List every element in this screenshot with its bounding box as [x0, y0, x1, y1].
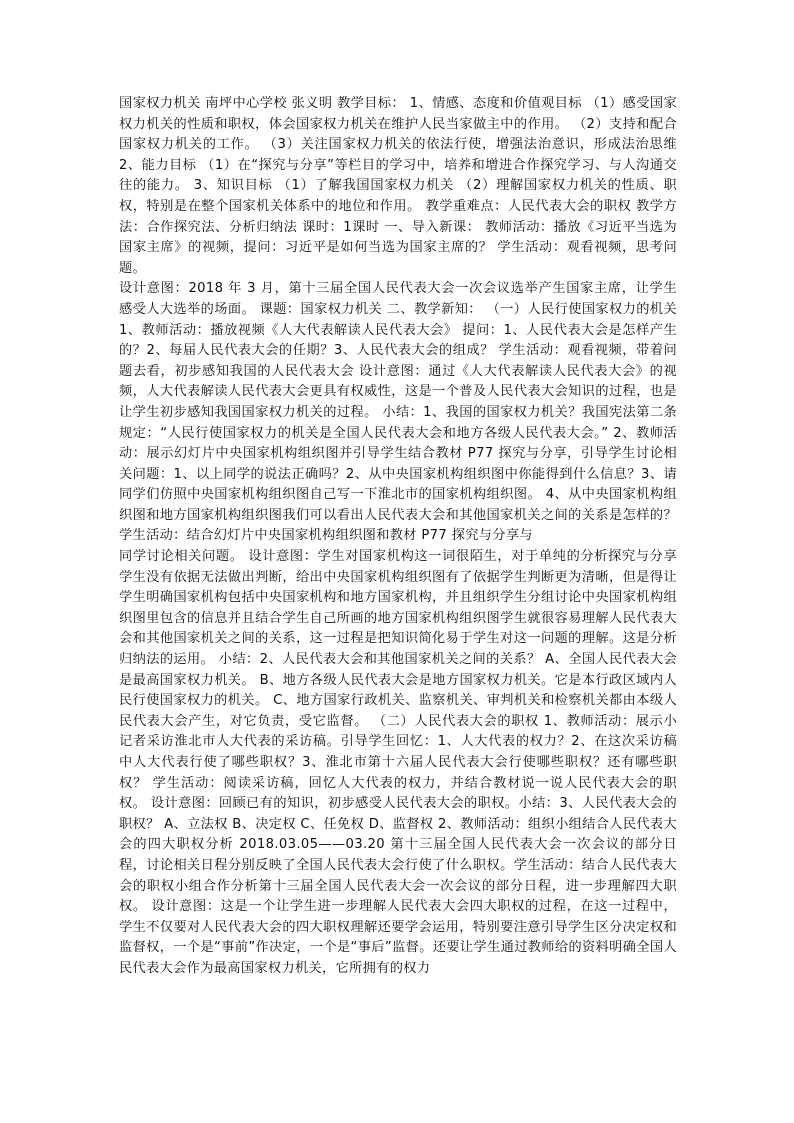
paragraph-discussion: 同学讨论相关问题。 设计意图：学生对国家机构这一词很陌生，对于单纯的分析探究与分享学生没有依据无法做出判断，给出中央国家机构组织图有了依据学生判断更为清晰，但是得让学生明确国家机构包括中央国家机构和地方国家机构，并且组织学生分组讨论中央国家机构组织图里包含的信息并且结合学生自己所画的地方国家机构组织图学生就很容易理解人民代表大会和其他国家机关之间的关系，这一过程是把知识简化易于学生对这一问题的理解。这是分析归纳法的运用。 小结：2、人民代表大会和其他国家机关之间的关系？ A、全国人民代表大会是最高国家权力机关。 B、地方各级人民代表大会是地方国家权力机关。它是本行政区域内人民行使国家权力的机关。 C、地方国家行政机关、监察机关、审判机关和检察机关都由本级人民代表大会产生，对它负责，受它监督。 （二）人民代表大会的职权 1、教师活动：展示小记者采访淮北市人大代表的采访稿。引导学生回忆：1、人大代表的权力？2、在这次采访稿中人大代表行使了哪些职权？3、淮北市第十六届人民代表大会行使哪些职权？还有哪些职权？ 学生活动：阅读采访稿，回忆人大代表的权力，并结合教材说一说人民代表大会的职权。 设计意图：回顾已有的知识，初步感受人民代表大会的职权。小结：3、人民代表大会的职权？ A、立法权 B、决定权 C、任免权 D、监督权 2、教师活动：组织小组结合人民代表大会的四大职权分析 2018.03.05——03.20 第十三届全国人民代表大会一次会议的部分日程，讨论相关日程分别反映了全国人民代表大会行使了什么职权。学生活动：结合人民代表大会的职权小组合作分析第十三届全国人民代表大会一次会议的部分日程，进一步理解四大职权。 设计意图：这是一个让学生进一步理解人民代表大会四大职权的过程，在这一过程中，学生不仅要对人民代表大会的四大职权理解还要学会运用，特别要注意引导学生区分决定权和监督权，一个是“事前”作决定，一个是“事后”监督。还要让学生通过教师给的资料明确全国人民代表大会作为最高国家权力机关，它所拥有的权力 — [119, 549, 677, 976]
paragraph-design-intent-intro: 设计意图：2018 年 3 月，第十三届全国人民代表大会一次会议选举产生国家主席，让学生感受人大选举的场面。 课题：国家权力机关 二、教学新知： （一）人民行使国家权力的机关 1、教师活动：播放视频《人大代表解读人民代表大会》 提问：1、人民代表大会是怎样产生的？2、每届人民代表大会的任期？3、人民代表大会的组成？ 学生活动：观看视频，带着问题去看，初步感知我国的人民代表大会 设计意图：通过《人大代表解读人民代表大会》的视频，人大代表解读人民代表大会更具有权威性，这是一个普及人民代表大会知识的过程，也是让学生初步感知我国国家权力机关的过程。 小结：1、我国的国家权力机关？我国宪法第二条规定：“人民行使国家权力的机关是全国人民代表大会和地方各级人民代表大会。” 2、教师活动：展示幻灯片中央国家机构组织图并引导学生结合教材 P77 探究与分享，引导学生讨论相关问题：1、以上同学的说法正确吗？2、从中央国家机构组织图中你能得到什么信息？3、请同学们仿照中央国家机构组织图自己写一下淮北市的国家机构组织图。 4、从中央国家机构组织图和地方国家机构组织图我们可以看出人民代表大会和其他国家机关之间的关系是怎样的？ 学生活动：结合幻灯片中央国家机构组织图和教材 P77 探究与分享与 — [119, 281, 677, 544]
paragraph-objectives: 国家权力机关 南坪中心学校 张义明 教学目标： 1、情感、态度和价值观目标 （1）感受国家权力机关的性质和职权，体会国家权力机关在维护人民当家做主中的作用。 （2）支持和配合国家权力机关的工作。 （3）关注国家权力机关的依法行使，增强法治意识，形成法治思维 2、能力目标 （1）在“探究与分享”等栏目的学习中，培养和增进合作探究学习、与人沟通交往的能力。 3、知识目标 （1）了解我国国家权力机关 （2）理解国家权力机关的性质、职权，特别是在整个国家机关体系中的地位和作用。 教学重难点：人民代表大会的职权 教学方法：合作探究法、分析归纳法 课时：1课时 一、导入新课： 教师活动：播放《习近平当选为国家主席》的视频，提问：习近平是如何当选为国家主席的？ 学生活动：观看视频，思考问题。 — [119, 96, 677, 276]
document-body — [119, 94, 677, 980]
